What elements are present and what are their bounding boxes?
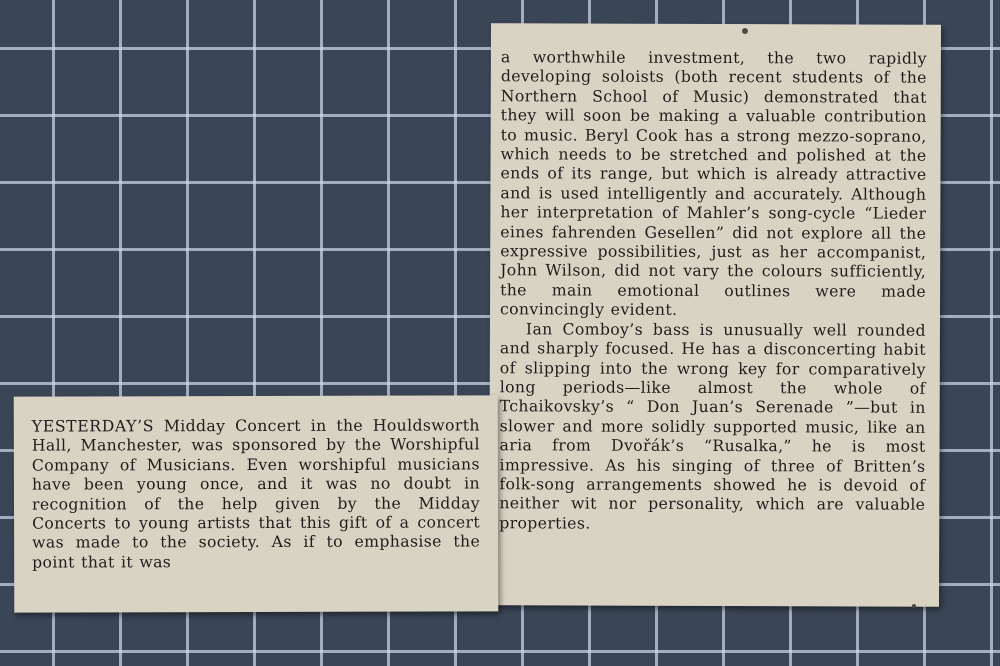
article-paragraph-2: Ian Comboy’s bass is unusually well rounded and sharply focused. He has a disconcerting habit of slipping into the wrong key for comparatively long periods—like almost the whole of Tchaikovsky’s “ Don Juan’s Serenade ”—but in slower and more solidly supported music, like an aria from Dvořák’s “Rusalka,” he is most impressive. As his singing of three of Britten’s folk-song arrangements showed he is devoid of neither wit nor personality, which are valuable properties. — [499, 319, 926, 533]
paper-speck — [912, 604, 916, 608]
article-lead-word: YESTERDAY’S — [31, 416, 155, 436]
article-paragraph-1: a worthwhile investment, the two rapidly developing soloists (both recent students of the Northern School of Music) demonstrated that they will soon be making a valuable contribution to music. Beryl Cook has a strong mezzo-soprano, which needs to be stretched and polished at the ends of its range, but which is already attractive and is used intelligently and accurately. Although her interpretation of Mahler’s song-cycle “Lieder eines fahrenden Gesellen” did not explore all the expressive possibilities, just as her accompanist, John Wilson, did not vary the colours sufficiently, the main emotional outlines were made convincingly evident. — [499, 47, 927, 320]
article-clipping-opening — [14, 395, 499, 612]
article-opening-paragraph — [32, 415, 480, 571]
article-clipping-continuation — [489, 23, 941, 607]
paper-speck — [742, 28, 748, 34]
article-opening-text: Midday Concert in the Houldsworth Hall, Manchester, was sponsored by the Worshipful Company of Musicians. Even worshipful musicians have been young once, and it was no doubt in recognition of the help given by the Midday Concerts to young artists that this gift of a concert was made to the society. As if to emphasise the point that it was — [31, 415, 481, 572]
